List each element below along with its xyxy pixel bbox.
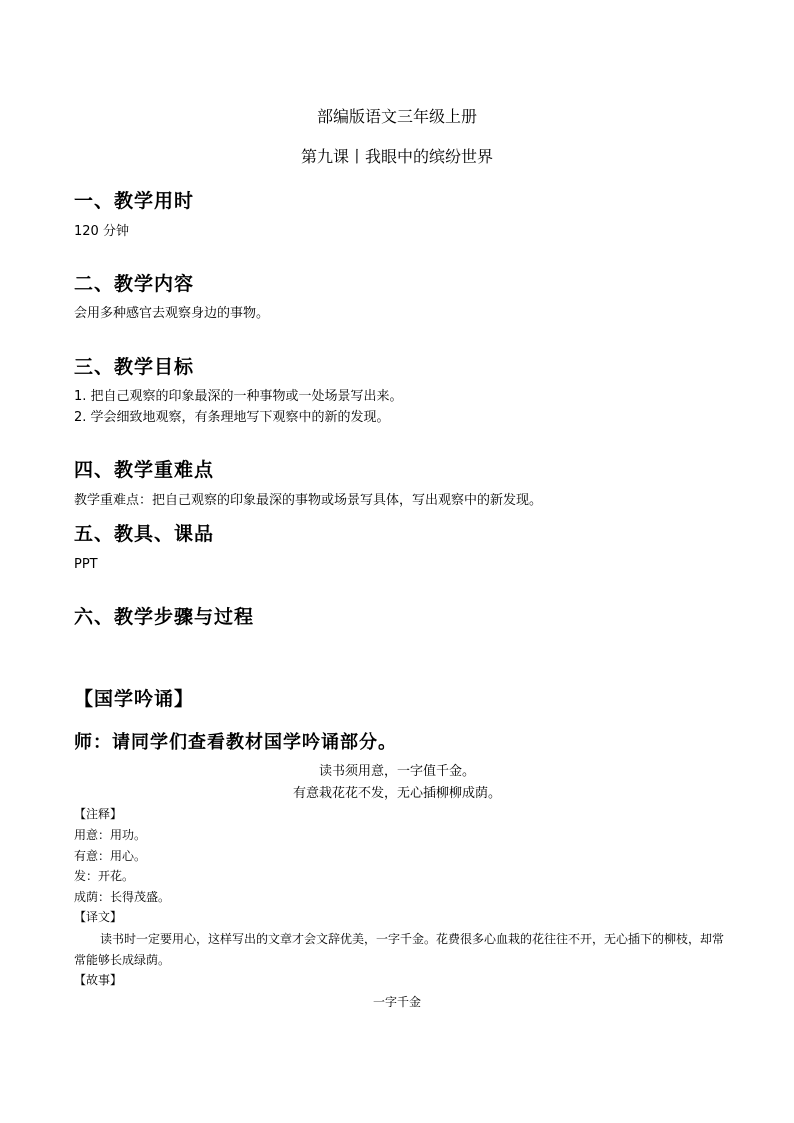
note-item-3: 发：开花。 — [74, 869, 135, 883]
note-item-4: 成荫：长得茂盛。 — [74, 890, 171, 904]
section-heading-time: 一、教学用时 — [74, 190, 195, 212]
notes-label: 【注释】 — [74, 807, 123, 821]
translation-label: 【译文】 — [74, 910, 123, 924]
lesson-title: 第九课丨我眼中的缤纷世界 — [300, 147, 493, 166]
section-text-tools: PPT — [74, 557, 98, 572]
poem-line-1: 读书须用意，一字值千金。 — [318, 764, 475, 779]
poem-line-2: 有意栽花花不发，无心插柳柳成荫。 — [292, 786, 501, 801]
translation-text: 读书时一定要用心，这样写出的文章才会文辞优美，一字千金。花费很多心血栽的花往往不开，无心插下的柳枝，却常常能够长成绿荫。 — [74, 932, 725, 967]
story-label: 【故事】 — [74, 973, 123, 987]
goal-item-2: 2. 学会细致地观察，有条理地写下观察中的新的发现。 — [74, 410, 390, 425]
guoxue-heading: 【国学吟诵】 — [74, 688, 195, 710]
document-title: 部编版语文三年级上册 — [316, 107, 477, 126]
section-heading-key-points: 四、教学重难点 — [74, 459, 215, 481]
section-heading-goals: 三、教学目标 — [74, 356, 195, 378]
section-heading-content: 二、教学内容 — [74, 273, 195, 295]
section-text-content: 会用多种感官去观察身边的事物。 — [74, 306, 270, 321]
section-heading-steps: 六、教学步骤与过程 — [74, 606, 255, 628]
section-text-key-points: 教学重难点：把自己观察的印象最深的事物或场景写具体，写出观察中的新发现。 — [74, 493, 543, 508]
note-item-2: 有意：用心。 — [74, 849, 147, 863]
goal-item-1: 1. 把自己观察的印象最深的一种事物或一处场景写出来。 — [74, 389, 403, 404]
section-heading-tools: 五、教具、课品 — [74, 523, 215, 545]
section-text-time: 120 分钟 — [74, 224, 129, 239]
teacher-instruction: 师：请同学们查看教材国学吟诵部分。 — [74, 732, 397, 753]
note-item-1: 用意：用功。 — [74, 828, 147, 842]
story-title: 一字千金 — [372, 995, 421, 1009]
